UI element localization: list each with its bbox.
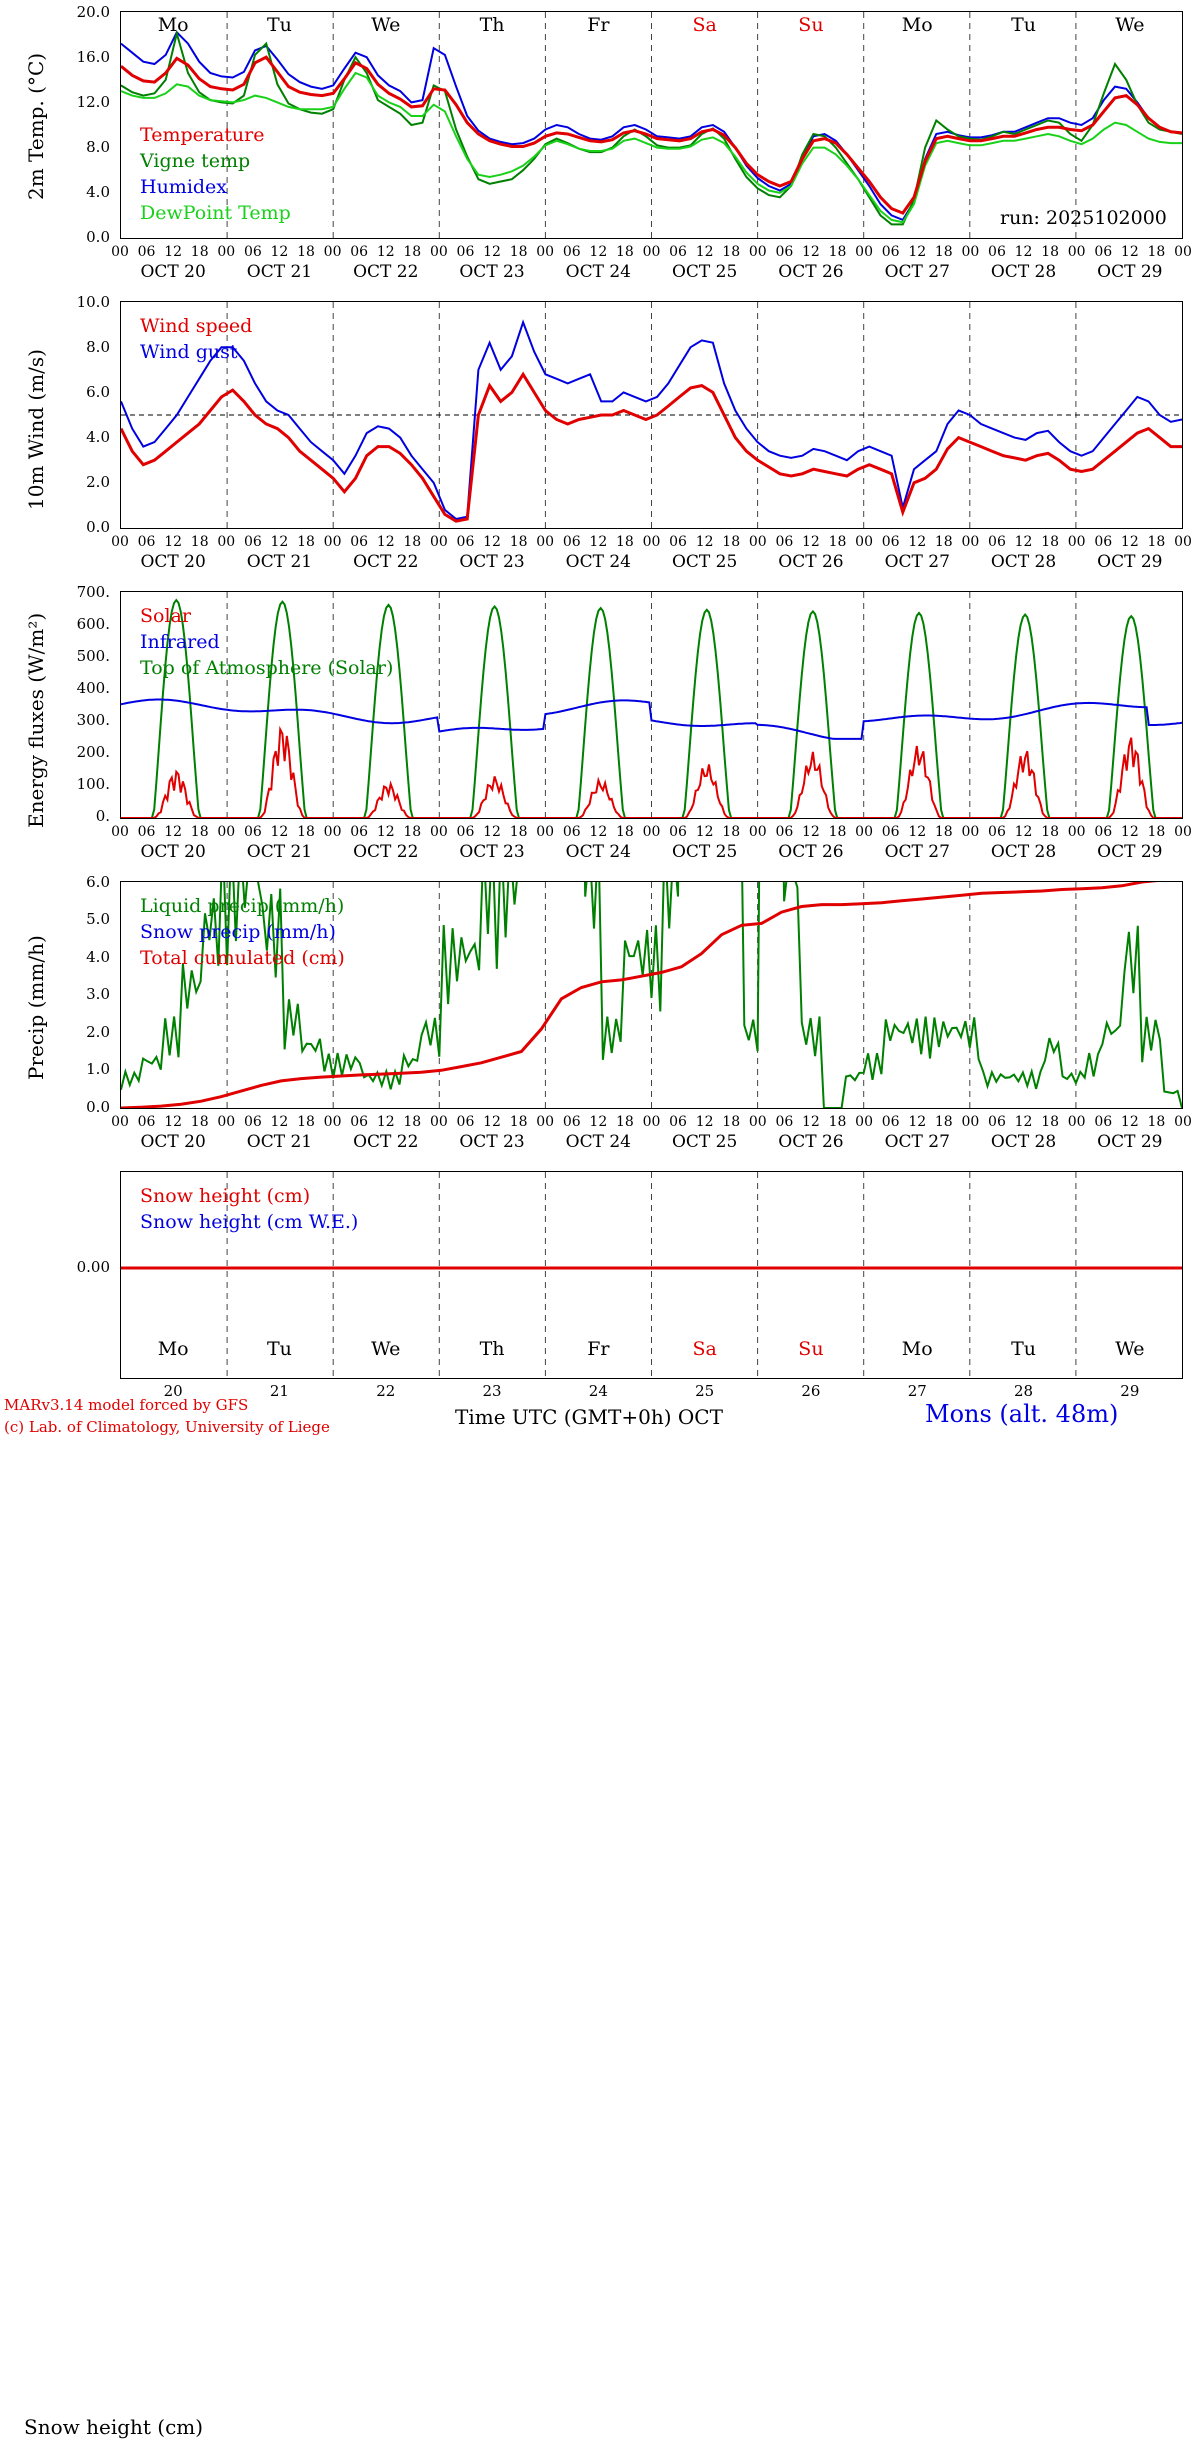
day-label: OCT 22 — [353, 842, 419, 862]
day-label: OCT 25 — [671, 552, 738, 572]
day-label: OCT 23 — [459, 552, 525, 572]
hour-tick-label: 00 — [1067, 534, 1086, 550]
ytick-e-0: 0. — [95, 807, 110, 825]
hour-tick-label: 18 — [616, 534, 634, 550]
hour-tick-label: 00 — [855, 1114, 873, 1130]
day-of-week-label: Sa — [692, 1338, 717, 1360]
hour-tick-label: 06 — [988, 1114, 1006, 1130]
legend-vigne-temp: Vigne temp — [140, 150, 251, 172]
ytick-e-300: 300. — [76, 711, 110, 729]
hour-tick-label: 18 — [1041, 1114, 1060, 1130]
day-of-week-label: Tu — [1011, 1338, 1036, 1360]
day-number-label: 22 — [376, 1382, 396, 1400]
hour-tick-label: 06 — [775, 534, 794, 550]
plot-area-energy — [120, 591, 1183, 819]
hour-tick-label: 00 — [111, 1114, 129, 1130]
day-number-label: 26 — [801, 1382, 821, 1400]
hour-tick-label: 18 — [934, 534, 953, 550]
footer-model: MARv3.14 model forced by GFS — [4, 1396, 249, 1414]
hour-tick-label: 12 — [908, 824, 927, 840]
legend-wind-gust: Wind gust — [140, 341, 238, 363]
hour-tick-label: 18 — [722, 824, 741, 840]
hour-tick-label: 00 — [217, 1114, 236, 1130]
hour-tick-label: 00 — [217, 534, 236, 550]
panel-precip — [0, 870, 1194, 1155]
day-label: OCT 26 — [778, 262, 844, 282]
hour-tick-label: 00 — [642, 534, 661, 550]
run-label: run: 2025102000 — [1000, 207, 1167, 229]
hour-tick-label: 06 — [350, 824, 369, 840]
ytick-w-6: 6.0 — [86, 383, 110, 401]
hour-tick-label: 00 — [961, 824, 980, 840]
ytick-t-20: 20.0 — [76, 3, 110, 21]
hour-tick-label: 06 — [669, 244, 687, 260]
axis-label-precip: Precip (mm/h) — [24, 935, 48, 1080]
hour-tick-label: 12 — [1120, 534, 1139, 550]
day-label: OCT 28 — [990, 842, 1057, 862]
hour-tick-label: 12 — [695, 1114, 714, 1130]
hour-tick-label: 00 — [642, 1114, 661, 1130]
hour-tick-label: 12 — [695, 824, 714, 840]
hour-tick-label: 06 — [456, 534, 475, 550]
hour-tick-label: 06 — [456, 244, 475, 260]
hour-tick-label: 00 — [855, 824, 873, 840]
hour-tick-label: 06 — [775, 1114, 794, 1130]
hour-tick-label: 18 — [934, 1114, 953, 1130]
hour-tick-label: 00 — [536, 824, 555, 840]
hour-tick-label: 12 — [1014, 1114, 1033, 1130]
footer-copyright: (c) Lab. of Climatology, University of Liege — [4, 1418, 330, 1436]
hour-tick-label: 12 — [695, 244, 714, 260]
hour-tick-label: 06 — [669, 824, 687, 840]
hour-tick-label: 06 — [243, 534, 262, 550]
day-label: OCT 26 — [778, 842, 844, 862]
hour-tick-label: 00 — [1067, 244, 1086, 260]
hour-tick-label: 12 — [802, 534, 820, 550]
hour-tick-label: 06 — [1094, 1114, 1113, 1130]
day-of-week-label: Tu — [266, 1338, 292, 1360]
day-label: OCT 28 — [990, 1132, 1057, 1152]
hour-tick-label: 18 — [722, 534, 741, 550]
ytick-t-8: 8.0 — [86, 138, 110, 156]
legend-dewpoint-temp: DewPoint Temp — [140, 202, 291, 224]
day-label: OCT 29 — [1097, 262, 1163, 282]
axis-label-energy: Energy fluxes (W/m²) — [24, 612, 48, 828]
hour-tick-label: 18 — [828, 824, 847, 840]
hour-tick-label: 00 — [855, 534, 873, 550]
hour-tick-label: 00 — [217, 244, 236, 260]
day-label: OCT 27 — [884, 262, 950, 282]
day-of-week-label: Mo — [901, 14, 933, 36]
day-of-week-label: Mo — [157, 1338, 189, 1360]
hour-tick-label: 18 — [828, 534, 847, 550]
day-label: OCT 25 — [671, 262, 738, 282]
day-label: OCT 20 — [140, 1132, 206, 1152]
day-label: OCT 23 — [459, 262, 525, 282]
hour-tick-label: 12 — [270, 244, 289, 260]
hour-tick-label: 18 — [828, 244, 847, 260]
hour-tick-label: 12 — [270, 824, 289, 840]
hour-tick-label: 18 — [297, 824, 315, 840]
hour-tick-label: 00 — [323, 824, 342, 840]
hour-tick-label: 06 — [1094, 824, 1113, 840]
hour-tick-label: 00 — [961, 244, 980, 260]
day-number-label: 24 — [588, 1382, 608, 1400]
hour-tick-label: 00 — [748, 534, 767, 550]
hour-tick-label: 18 — [616, 824, 634, 840]
day-label: OCT 29 — [1097, 552, 1163, 572]
day-label: OCT 24 — [565, 262, 631, 282]
ytick-p-0: 0.0 — [86, 1098, 110, 1116]
hour-tick-label: 12 — [270, 534, 289, 550]
ytick-e-700: 700. — [76, 583, 110, 601]
legend-snow-height: Snow height (cm) — [140, 1185, 311, 1207]
hour-tick-label: 12 — [164, 824, 183, 840]
ytick-t-4: 4.0 — [86, 183, 110, 201]
hour-tick-label: 00 — [748, 1114, 767, 1130]
hour-tick-label: 12 — [908, 1114, 927, 1130]
legend-snow-precip: Snow precip (mm/h) — [140, 921, 336, 943]
day-number-label: 23 — [482, 1382, 502, 1400]
hour-tick-label: 18 — [403, 824, 422, 840]
legend-temperature: Temperature — [140, 124, 265, 146]
hour-tick-label: 06 — [243, 1114, 262, 1130]
day-number-label: 29 — [1120, 1382, 1140, 1400]
hour-tick-label: 12 — [589, 824, 608, 840]
hour-tick-label: 00 — [536, 1114, 555, 1130]
hour-tick-label: 00 — [961, 1114, 980, 1130]
hour-tick-label: 12 — [1120, 1114, 1139, 1130]
day-label: OCT 20 — [140, 552, 206, 572]
hour-tick-label: 00 — [323, 1114, 342, 1130]
hour-tick-label: 00 — [1067, 1114, 1086, 1130]
day-label: OCT 27 — [884, 842, 950, 862]
hour-tick-label: 06 — [350, 244, 369, 260]
day-label: OCT 23 — [459, 842, 525, 862]
hour-tick-label: 00 — [1174, 244, 1192, 260]
hour-tick-label: 18 — [190, 1114, 209, 1130]
ytick-w-2: 2.0 — [86, 473, 110, 491]
hour-tick-label: 00 — [323, 534, 342, 550]
hour-tick-label: 12 — [589, 244, 608, 260]
hour-tick-label: 18 — [509, 534, 528, 550]
ytick-e-200: 200. — [76, 743, 110, 761]
day-label: OCT 24 — [565, 842, 631, 862]
day-of-week-label: Mo — [157, 14, 189, 36]
hour-tick-label: 06 — [243, 244, 262, 260]
day-of-week-label: Su — [798, 14, 824, 36]
hour-tick-label: 18 — [616, 1114, 634, 1130]
day-label: OCT 25 — [671, 842, 738, 862]
ytick-w-0: 0.0 — [86, 518, 110, 536]
hour-tick-label: 00 — [1174, 534, 1192, 550]
day-label: OCT 29 — [1097, 1132, 1163, 1152]
hour-tick-label: 18 — [1147, 1114, 1166, 1130]
ytick-p-3: 3.0 — [86, 985, 110, 1003]
hour-tick-label: 00 — [429, 824, 448, 840]
hour-tick-label: 18 — [403, 534, 422, 550]
hour-tick-label: 18 — [297, 1114, 315, 1130]
day-of-week-label: Mo — [901, 1338, 933, 1360]
day-of-week-label: Su — [798, 1338, 824, 1360]
hour-tick-label: 00 — [855, 244, 873, 260]
hour-tick-label: 00 — [748, 824, 767, 840]
day-of-week-label: Th — [479, 1338, 505, 1360]
hour-tick-label: 06 — [881, 1114, 900, 1130]
day-of-week-label: We — [1115, 14, 1145, 36]
hour-tick-label: 18 — [616, 244, 634, 260]
day-of-week-label: We — [371, 1338, 401, 1360]
hour-tick-label: 00 — [111, 244, 129, 260]
station-label: Mons (alt. 48m) — [925, 1400, 1119, 1428]
legend-solar: Solar — [140, 605, 191, 627]
hour-tick-label: 06 — [669, 534, 687, 550]
day-label: OCT 28 — [990, 262, 1057, 282]
hour-tick-label: 06 — [456, 1114, 475, 1130]
day-of-week-label: We — [371, 14, 401, 36]
hour-tick-label: 00 — [111, 534, 129, 550]
day-label: OCT 21 — [246, 552, 313, 572]
hour-tick-label: 00 — [429, 244, 448, 260]
day-label: OCT 26 — [778, 552, 844, 572]
hour-tick-label: 12 — [164, 244, 183, 260]
day-label: OCT 27 — [884, 1132, 950, 1152]
hour-tick-label: 18 — [190, 534, 209, 550]
hour-tick-label: 12 — [802, 1114, 820, 1130]
hour-tick-label: 12 — [1014, 244, 1033, 260]
hour-tick-label: 12 — [1014, 534, 1033, 550]
ytick-s-0: 0.00 — [76, 1258, 110, 1276]
hour-tick-label: 12 — [802, 244, 820, 260]
day-of-week-label: Fr — [587, 1338, 610, 1360]
axis-label-temperature: 2m Temp. (°C) — [24, 52, 48, 200]
hour-tick-label: 00 — [748, 244, 767, 260]
hour-tick-label: 06 — [775, 244, 794, 260]
day-of-week-label: Sa — [692, 14, 717, 36]
hour-tick-label: 00 — [1174, 1114, 1192, 1130]
hour-tick-label: 12 — [483, 244, 501, 260]
legend-infrared: Infrared — [140, 631, 220, 653]
hour-tick-label: 06 — [243, 824, 262, 840]
legend-liquid-precip: Liquid precip (mm/h) — [140, 895, 345, 917]
day-number-label: 28 — [1014, 1382, 1034, 1400]
ytick-p-6: 6.0 — [86, 873, 110, 891]
day-label: OCT 27 — [884, 552, 950, 572]
legend-snow-height-we: Snow height (cm W.E.) — [140, 1211, 359, 1233]
day-label: OCT 29 — [1097, 842, 1163, 862]
hour-tick-label: 00 — [642, 244, 661, 260]
legend-wind-speed: Wind speed — [140, 315, 253, 337]
hour-tick-label: 18 — [934, 244, 953, 260]
hour-tick-label: 12 — [1120, 244, 1139, 260]
legend-total-cumulated: Total cumulated (cm) — [140, 947, 345, 969]
hour-tick-label: 06 — [350, 1114, 369, 1130]
hour-tick-label: 12 — [164, 1114, 183, 1130]
hour-tick-label: 12 — [270, 1114, 289, 1130]
day-number-label: 25 — [695, 1382, 715, 1400]
plot-area-wind — [120, 301, 1183, 529]
hour-tick-label: 06 — [562, 534, 581, 550]
day-label: OCT 24 — [565, 552, 631, 572]
ytick-t-0: 0.0 — [86, 228, 110, 246]
day-label: OCT 21 — [246, 262, 313, 282]
hour-tick-label: 06 — [1094, 534, 1113, 550]
hour-tick-label: 18 — [1041, 824, 1060, 840]
day-label: OCT 26 — [778, 1132, 844, 1152]
hour-tick-label: 18 — [509, 824, 528, 840]
hour-tick-label: 18 — [1147, 534, 1166, 550]
day-label: OCT 25 — [671, 1132, 738, 1152]
day-number-label: 27 — [907, 1382, 927, 1400]
hour-tick-label: 06 — [562, 244, 581, 260]
hour-tick-label: 06 — [988, 824, 1006, 840]
hour-tick-label: 06 — [988, 534, 1006, 550]
hour-tick-label: 12 — [695, 534, 714, 550]
day-number-label: 21 — [269, 1382, 289, 1400]
hour-tick-label: 18 — [509, 1114, 528, 1130]
hour-tick-label: 00 — [642, 824, 661, 840]
hour-tick-label: 18 — [722, 1114, 741, 1130]
ytick-e-600: 600. — [76, 615, 110, 633]
hour-tick-label: 12 — [483, 824, 501, 840]
hour-tick-label: 18 — [403, 1114, 422, 1130]
hour-tick-label: 00 — [536, 244, 555, 260]
hour-tick-label: 06 — [988, 244, 1006, 260]
hour-tick-label: 12 — [164, 534, 183, 550]
hour-tick-label: 12 — [1014, 824, 1033, 840]
hour-tick-label: 12 — [802, 824, 820, 840]
hour-tick-label: 18 — [828, 1114, 847, 1130]
hour-tick-label: 00 — [429, 534, 448, 550]
hour-tick-label: 06 — [775, 824, 794, 840]
hour-tick-label: 00 — [429, 1114, 448, 1130]
ytick-t-16: 16.0 — [76, 48, 110, 66]
legend-humidex: Humidex — [140, 176, 228, 198]
hour-tick-label: 18 — [722, 244, 741, 260]
day-label: OCT 24 — [565, 1132, 631, 1152]
panel-temperature — [0, 0, 1194, 285]
hour-tick-label: 18 — [297, 244, 315, 260]
day-label: OCT 22 — [353, 552, 419, 572]
hour-tick-label: 06 — [350, 534, 369, 550]
day-label: OCT 28 — [990, 552, 1057, 572]
day-label: OCT 22 — [353, 262, 419, 282]
hour-tick-label: 00 — [111, 824, 129, 840]
hour-tick-label: 18 — [1147, 244, 1166, 260]
day-of-week-label: We — [1115, 1338, 1145, 1360]
hour-tick-label: 18 — [1041, 244, 1060, 260]
ytick-w-4: 4.0 — [86, 428, 110, 446]
axis-label-snow: Snow height (cm) — [24, 2415, 204, 2439]
hour-tick-label: 12 — [589, 1114, 608, 1130]
hour-tick-label: 06 — [1094, 244, 1113, 260]
day-label: OCT 21 — [246, 842, 313, 862]
day-label: OCT 20 — [140, 262, 206, 282]
day-label: OCT 23 — [459, 1132, 525, 1152]
hour-tick-label: 18 — [1147, 824, 1166, 840]
hour-tick-label: 12 — [483, 1114, 501, 1130]
hour-tick-label: 00 — [323, 244, 342, 260]
day-number-label: 20 — [163, 1382, 183, 1400]
hour-tick-label: 18 — [1041, 534, 1060, 550]
day-label: OCT 21 — [246, 1132, 313, 1152]
hour-tick-label: 12 — [376, 1114, 395, 1130]
hour-tick-label: 06 — [881, 244, 900, 260]
hour-tick-label: 06 — [669, 1114, 687, 1130]
hour-tick-label: 06 — [562, 1114, 581, 1130]
xaxis-title: Time UTC (GMT+0h) OCT — [455, 1405, 723, 1429]
ytick-w-8: 8.0 — [86, 338, 110, 356]
day-of-week-label: Tu — [266, 14, 292, 36]
hour-tick-label: 00 — [961, 534, 980, 550]
panel-energy-fluxes — [0, 580, 1194, 865]
hour-tick-label: 18 — [509, 244, 528, 260]
ytick-t-12: 12.0 — [76, 93, 110, 111]
hour-tick-label: 06 — [456, 824, 475, 840]
hour-tick-label: 18 — [934, 824, 953, 840]
hour-tick-label: 06 — [137, 1114, 156, 1130]
ytick-w-10: 10.0 — [76, 293, 110, 311]
panel-wind — [0, 290, 1194, 575]
ytick-p-1: 1.0 — [86, 1060, 110, 1078]
ytick-p-4: 4.0 — [86, 948, 110, 966]
hour-tick-label: 12 — [908, 244, 927, 260]
legend-top-of-atmosphere: Top of Atmosphere (Solar) — [140, 657, 394, 679]
hour-tick-label: 18 — [190, 824, 209, 840]
hour-tick-label: 00 — [217, 824, 236, 840]
ytick-e-500: 500. — [76, 647, 110, 665]
day-of-week-label: Th — [479, 14, 505, 36]
day-of-week-label: Fr — [587, 14, 610, 36]
hour-tick-label: 06 — [137, 534, 156, 550]
hour-tick-label: 12 — [1120, 824, 1139, 840]
ytick-p-2: 2.0 — [86, 1023, 110, 1041]
hour-tick-label: 06 — [137, 824, 156, 840]
hour-tick-label: 18 — [190, 244, 209, 260]
hour-tick-label: 12 — [589, 534, 608, 550]
hour-tick-label: 00 — [536, 534, 555, 550]
hour-tick-label: 06 — [881, 534, 900, 550]
hour-tick-label: 06 — [562, 824, 581, 840]
day-label: OCT 20 — [140, 842, 206, 862]
ytick-e-400: 400. — [76, 679, 110, 697]
hour-tick-label: 12 — [483, 534, 501, 550]
hour-tick-label: 00 — [1174, 824, 1192, 840]
hour-tick-label: 18 — [403, 244, 422, 260]
hour-tick-label: 00 — [1067, 824, 1086, 840]
day-of-week-label: Tu — [1011, 14, 1036, 36]
axis-label-wind: 10m Wind (m/s) — [24, 349, 48, 510]
hour-tick-label: 12 — [376, 824, 395, 840]
hour-tick-label: 12 — [376, 534, 395, 550]
hour-tick-label: 18 — [297, 534, 315, 550]
ytick-p-5: 5.0 — [86, 910, 110, 928]
ytick-e-100: 100. — [76, 775, 110, 793]
day-label: OCT 22 — [353, 1132, 419, 1152]
hour-tick-label: 12 — [908, 534, 927, 550]
hour-tick-label: 06 — [137, 244, 156, 260]
hour-tick-label: 06 — [881, 824, 900, 840]
hour-tick-label: 12 — [376, 244, 395, 260]
